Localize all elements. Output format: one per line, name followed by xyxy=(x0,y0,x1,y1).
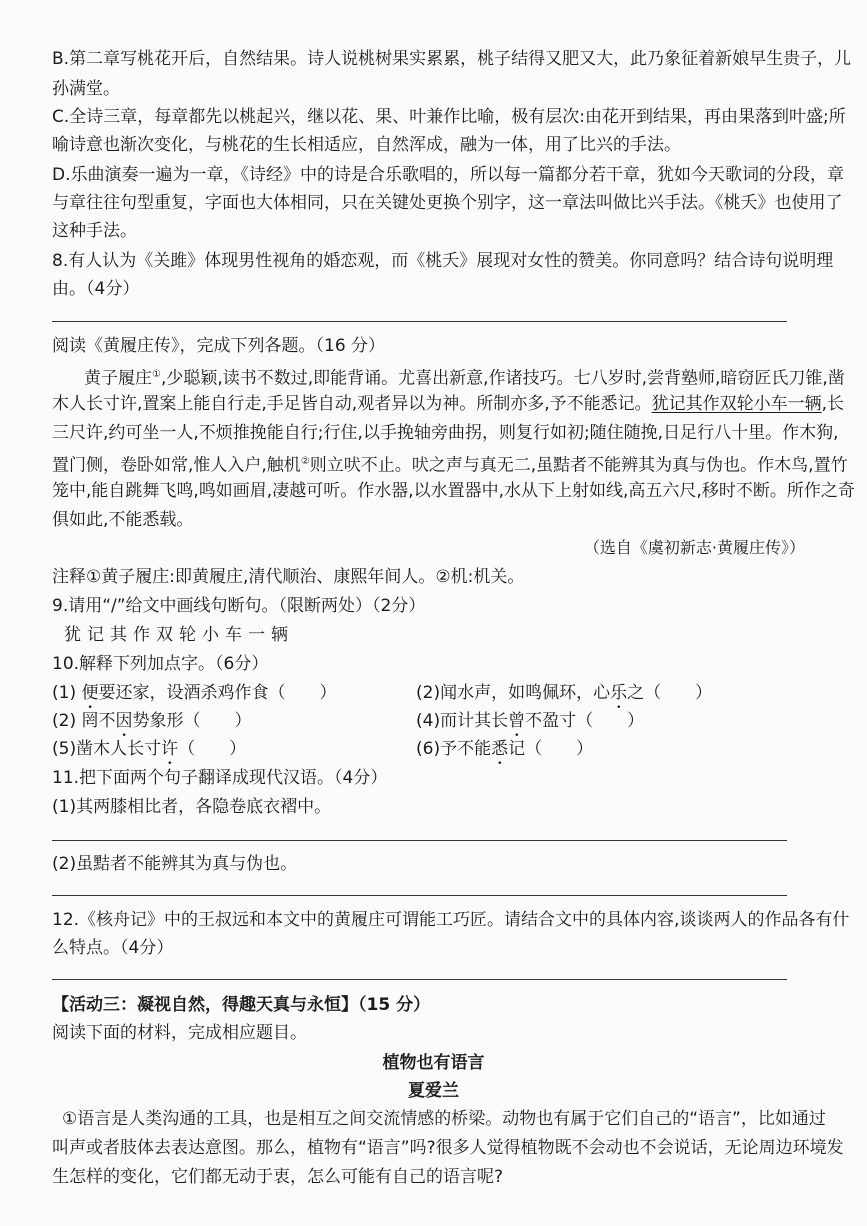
answer-line-q11-1 xyxy=(52,840,787,841)
passage-text: 木人长寸许,置案上能自行走,手足皆自动,观者异以为神。所制亦多,予不能悉记。 xyxy=(52,394,652,414)
option-c-line1: C.全诗三章，每章都先以桃起兴，继以花、果、叶兼作比喻，极有层次:由花开到结果，再由果落到叶盛;所 xyxy=(52,107,846,127)
q10-item-text: 记（ ） xyxy=(508,739,594,759)
passage-line5: 笼中,能自跳舞飞鸣,鸣如画眉,凄越可听。作水器,以水置器中,水从下上射如线,高五六尺,移时不断。所作之奇 xyxy=(52,481,855,501)
q10-item-text: 之（ ） xyxy=(627,683,713,703)
q10-item-text: (2) 罔不 xyxy=(52,711,116,731)
article-para1-line1: ①语言是人类沟通的工具，也是相互之间交流情感的桥梁。动物也有属于它们自己的“语言”，比如通过 xyxy=(62,1109,826,1129)
passage-line3: 三尺许,约可坐一人,不烦推挽能自行;行住,以手挽轴旁曲拐，则复行如初;随住随挽,日足行八十里。作木狗, xyxy=(52,423,839,443)
q11-sentence-2: (2)虽黠者不能辨其为真与伪也。 xyxy=(52,854,298,874)
q10-item-text: (1) xyxy=(52,683,82,703)
article-author: 夏爱兰 xyxy=(408,1081,459,1101)
passage-text: ,少聪颖,读书不数过,即能背诵。尤喜出新意,作诸技巧。七八岁时,尝背塾师,暗窃匠氏刀锥,凿 xyxy=(160,368,845,389)
annotations: 注释①黄子履庄:即黄履庄,清代顺治、康熙年间人。②机:机关。 xyxy=(52,567,525,587)
passage-line1 xyxy=(84,364,845,390)
q10-item-2 xyxy=(416,682,712,713)
q10-item-text: 要还家，设酒杀鸡作食（ ） xyxy=(98,683,337,703)
option-d-line3: 这种手法。 xyxy=(52,221,137,241)
article-para1-line2: 叫声或者肢体去表达意图。那么，植物有“语言”吗?很多人觉得植物既不会动也不会说话，无论周边环境发 xyxy=(52,1138,844,1158)
dotted-char: 因 xyxy=(115,711,133,731)
option-d-line2: 与章往往句型重复，字面也大体相同，只在关键处更换个别字，这一章法叫做比兴手法。《桃夭》也使用了 xyxy=(52,193,843,213)
passage-text: ,长 xyxy=(821,394,845,414)
dotted-char: 悉 xyxy=(491,739,509,759)
dotted-char: 乐 xyxy=(610,683,628,703)
answer-line-q8 xyxy=(52,321,787,322)
q10-item-3 xyxy=(52,710,251,741)
q10-item-text: (5)凿木人长寸 xyxy=(52,739,162,759)
option-b-line2: 孙满堂。 xyxy=(52,79,120,99)
passage-text: 则立吠不止。吠之声与真无二,虽黠者不能辨其为真与伪也。作木鸟,置竹 xyxy=(309,455,848,476)
question-8-line2: 由。（4分） xyxy=(52,279,140,299)
question-9-sentence: 犹记其作双轮小车一辆 xyxy=(64,625,294,645)
passage-text: 黄子履庄 xyxy=(84,368,152,389)
q10-item-text: (2)闻水声，如鸣佩环，心 xyxy=(416,683,611,703)
option-d-line1: D.乐曲演奏一遍为一章，《诗经》中的诗是合乐歌唱的，所以每一篇都分若干章，犹如今天歌词的分段，章 xyxy=(52,165,844,185)
q10-item-text: 势象形（ ） xyxy=(132,711,252,731)
passage-text: 置门侧，卷卧如常,惟人入户,触机 xyxy=(52,455,301,476)
q10-item-4 xyxy=(416,710,644,741)
answer-line-q12 xyxy=(52,979,787,980)
passage-line2 xyxy=(52,393,844,415)
option-c-line2: 喻诗意也渐次变化，与桃花的生长相适应，自然浑成，融为一体，用了比兴的手法。 xyxy=(52,135,681,155)
source-citation: （选自《虞初新志·黄履庄传》） xyxy=(583,538,805,557)
article-title: 植物也有语言 xyxy=(382,1053,485,1073)
reading-header: 阅读《黄履庄传》，完成下列各题。（16 分） xyxy=(52,336,386,356)
question-9: 9.请用“/”给文中画线句断句。（限断两处）（2分） xyxy=(52,596,426,616)
q10-item-1 xyxy=(52,682,336,713)
question-11: 11.把下面两个句子翻译成现代汉语。（4分） xyxy=(52,768,388,788)
underlined-sentence: 犹记其作双轮小车一辆 xyxy=(651,394,822,414)
passage-line4 xyxy=(52,451,848,477)
activity-3-heading: 【活动三：凝视自然，得趣天真与永恒】（15 分） xyxy=(52,995,431,1015)
footnote-marker: ② xyxy=(300,456,310,467)
dotted-char: 许 xyxy=(161,739,179,759)
q10-item-6 xyxy=(416,738,593,769)
question-10: 10.解释下列加点字。（6分） xyxy=(52,654,269,674)
q10-item-text: (4)而计其长 xyxy=(416,711,509,731)
article-para1-line3: 生怎样的变化，它们都无动于衷，怎么可能有自己的语言呢? xyxy=(52,1167,504,1187)
activity-3-instruction: 阅读下面的材料，完成相应题目。 xyxy=(52,1023,307,1043)
q10-item-5 xyxy=(52,738,246,769)
option-b-line1: B.第二章写桃花开后，自然结果。诗人说桃树果实累累，桃子结得又肥又大，此乃象征着新娘早生贵子，儿 xyxy=(52,49,852,69)
dotted-char: 曾 xyxy=(508,711,526,731)
footnote-marker: ① xyxy=(152,369,161,380)
q10-item-text: （ ） xyxy=(178,739,247,759)
passage-line6: 俱如此,不能悉载。 xyxy=(52,510,194,530)
q11-sentence-1: (1)其两膝相比者，各隐卷底衣褶中。 xyxy=(52,797,332,817)
q10-item-text: 不盈寸（ ） xyxy=(525,711,645,731)
dotted-char: 便 xyxy=(81,683,99,703)
question-8-line1: 8.有人认为《关雎》体现男性视角的婚恋观，而《桃夭》展现对女性的赞美。你同意吗？结合诗句说明理 xyxy=(52,251,834,271)
answer-line-q11-2 xyxy=(52,895,787,896)
question-12-line2: 么特点。（4分） xyxy=(52,938,174,958)
question-12-line1: 12.《核舟记》中的王叔远和本文中的黄履庄可谓能工巧匠。请结合文中的具体内容,谈谈两人的作品各有什 xyxy=(52,910,850,930)
q10-item-text: (6)予不能 xyxy=(416,739,492,759)
